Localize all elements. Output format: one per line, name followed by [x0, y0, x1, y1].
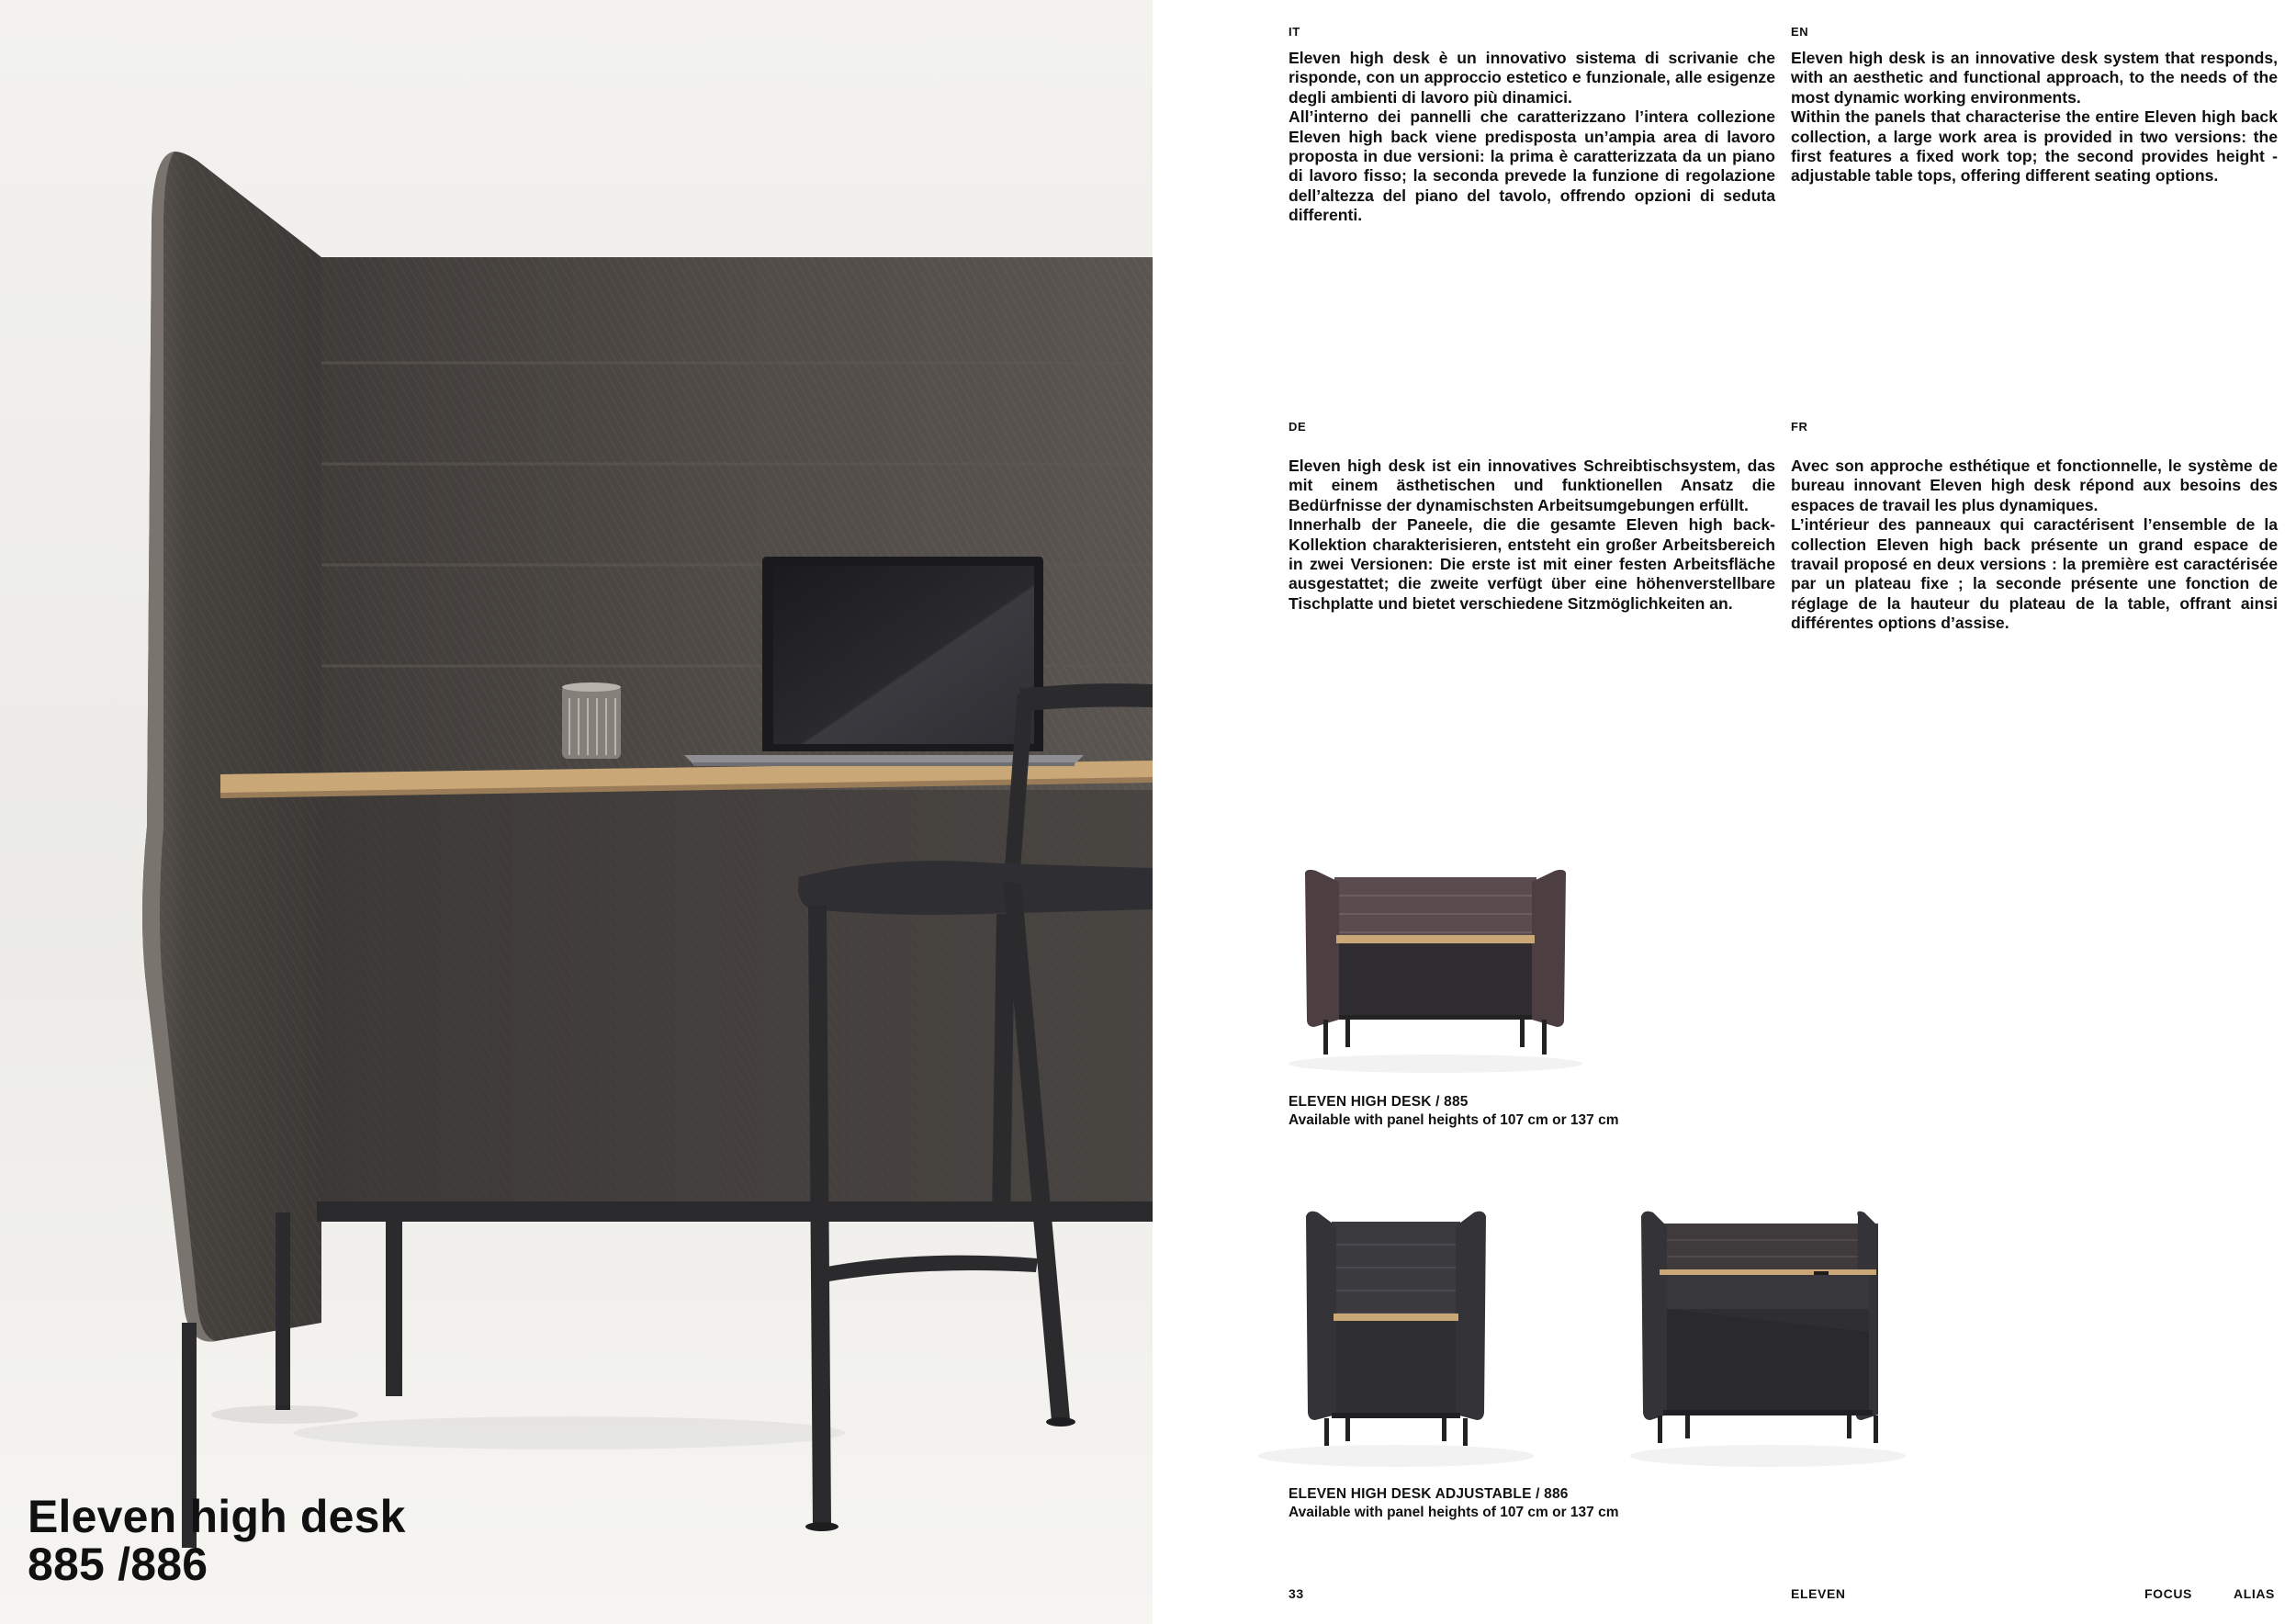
product-caption-886 [1289, 1485, 1840, 1522]
language-label: DE [1289, 420, 1307, 434]
footer-brand: ALIAS [2234, 1586, 2275, 1601]
desk-leg [276, 1212, 290, 1410]
paragraph: All’interno dei pannelli che caratterizzano l’intera collezione Eleven high back viene predisposta un’ampia area di lavoro proposta in due versioni: la prima è caratterizzata da un piano di lavoro fisso; la seconda prevede la funzione di regolazione dell’altezza del piano del tavolo, offrendo opzioni di seduta differenti. [1289, 107, 1775, 225]
paragraph: Eleven high desk è un innovativo sistema di scrivanie che risponde, con un approccio estetico e funzionale, alle esigenze degli ambienti di lavoro più dinamici. [1289, 49, 1775, 107]
language-label: FR [1791, 420, 1808, 434]
language-label: IT [1289, 25, 1300, 39]
paragraph: L’intérieur des panneaux qui caractérisent l’ensemble de la collection Eleven high back présente un grand espace de travail proposé en deux versions : la première est caractérisée par un plateau fixe ; la seconde présente une fonction de réglage de la hauteur du plateau de la table, offrant ainsi différentes options d’assise. [1791, 515, 2278, 633]
hero-title-line-2: 885 /886 [28, 1539, 208, 1590]
paragraph: Innerhalb der Paneele, die die gesamte Eleven high back-Kollektion charakterisieren, entsteht ein großer Arbeitsbereich in zwei Versionen: Die erste ist mit einer festen Arbeitsfläche ausgestattet; die zweite verfügt über eine höhenverstellbare Tischplatte und bietet verschiedene Sitzmöglichkeiten an. [1289, 515, 1775, 613]
product-caption-885 [1289, 1093, 1840, 1130]
paragraph: Within the panels that characterise the entire Eleven high back collection, a large work area is provided in two versions: the first features a fixed work top; the second provides height - adjustable table tops, offering different seating options. [1791, 107, 2278, 186]
paragraph: Avec son approche esthétique et fonctionnelle, le système de bureau innovant Eleven high desk répond aux besoins des espaces de travail les plus dynamiques. [1791, 457, 2278, 514]
hero-title-line-1: Eleven high desk [28, 1491, 406, 1542]
product-photo-886-side [1603, 1203, 1933, 1479]
section-body [1289, 457, 1775, 614]
product-title: ELEVEN HIGH DESK / 885 [1289, 1094, 1469, 1110]
product-subtitle: Available with panel heights of 107 cm or 137 cm [1289, 1112, 1619, 1128]
paragraph: Eleven high desk is an innovative desk system that responds, with an aesthetic and functional approach, to the needs of the most dynamic working environments. [1791, 49, 2278, 107]
product-title: ELEVEN HIGH DESK ADJUSTABLE / 886 [1289, 1486, 1569, 1502]
drinking-glass [562, 682, 621, 759]
hero-title [28, 1493, 406, 1588]
paragraph: Eleven high desk ist ein innovatives Schreibtischsystem, das mit einem ästhetischen und funktionellen Ansatz die Bedürfnisse der dynamischsten Arbeitsumgebungen erfüllt. [1289, 457, 1775, 514]
footer-collection: ELEVEN [1791, 1586, 1846, 1601]
product-photo-886-front [1240, 1203, 1552, 1479]
section-body [1791, 457, 2278, 634]
product-photo-885 [1279, 863, 1592, 1079]
section-body [1289, 49, 1775, 226]
footer-section: FOCUS [2144, 1586, 2192, 1601]
section-body [1791, 49, 2278, 186]
desk-leg [386, 1222, 402, 1396]
language-label: EN [1791, 25, 1809, 39]
page-number: 33 [1289, 1586, 1304, 1601]
product-subtitle: Available with panel heights of 107 cm or 137 cm [1289, 1505, 1619, 1520]
